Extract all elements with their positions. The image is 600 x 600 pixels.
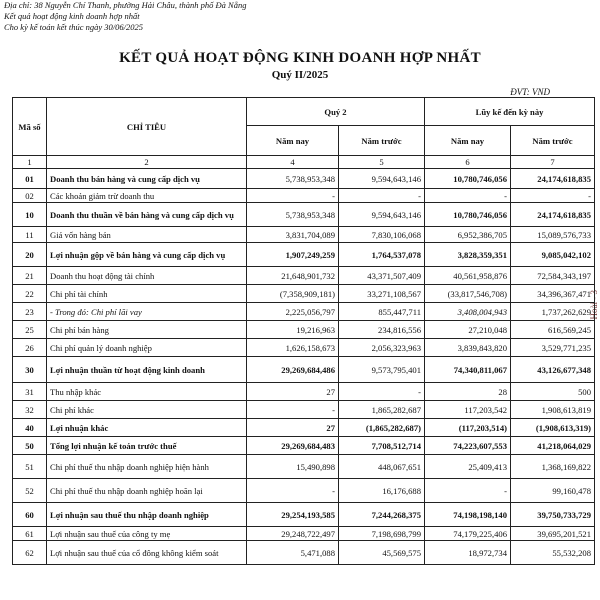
cell-ytd-last-year: 1,737,262,629 [511,303,595,321]
row-label: Tổng lợi nhuận kế toán trước thuế [47,437,247,455]
col-index: 5 [339,156,425,169]
table-row [13,503,595,527]
cell-quarter-last-year: 1,764,537,078 [339,243,425,267]
cell-quarter-this-year: 15,490,898 [247,455,339,479]
row-label: Doanh thu thuần về bán hàng và cung cấp dịch vụ [47,203,247,227]
cell-ytd-this-year: (117,203,514) [425,419,511,437]
table-row [13,357,595,383]
report-title: KẾT QUẢ HOẠT ĐỘNG KINH DOANH HỢP NHẤT [119,50,481,66]
cell-quarter-last-year: 16,176,688 [339,479,425,503]
cell-ytd-last-year: 34,396,367,471 [511,285,595,303]
cell-quarter-this-year: 5,471,088 [247,541,339,565]
cell-ytd-last-year: 500 [511,383,595,401]
cell-ytd-last-year: 24,174,618,835 [511,203,595,227]
cell-quarter-this-year: 27 [247,383,339,401]
table-row [13,401,595,419]
row-code: 40 [13,419,47,437]
cell-quarter-last-year: 2,056,323,963 [339,339,425,357]
row-code: 61 [13,527,47,541]
cell-quarter-last-year: 1,865,282,687 [339,401,425,419]
table-row [13,227,595,243]
cell-ytd-this-year: 74,340,811,067 [425,357,511,383]
cell-ytd-last-year: 15,089,576,733 [511,227,595,243]
currency-unit: ĐVT: VND [510,87,550,97]
cell-quarter-this-year: 1,626,158,673 [247,339,339,357]
cell-quarter-last-year: 9,594,643,146 [339,203,425,227]
cell-quarter-last-year: 7,244,268,375 [339,503,425,527]
cell-quarter-last-year: 9,594,643,146 [339,169,425,189]
cell-quarter-last-year: (1,865,282,687) [339,419,425,437]
cell-ytd-this-year: 74,198,198,140 [425,503,511,527]
cell-quarter-last-year: 7,708,512,714 [339,437,425,455]
cell-ytd-this-year: 28 [425,383,511,401]
row-label: Chi phí thuế thu nhập doanh nghiệp hiện hành [47,455,247,479]
cell-quarter-last-year: 234,816,556 [339,321,425,339]
cell-quarter-last-year: - [339,383,425,401]
col-index: 2 [47,156,247,169]
cell-quarter-this-year: - [247,401,339,419]
row-code: 31 [13,383,47,401]
cell-ytd-this-year: 3,408,004,943 [425,303,511,321]
cell-ytd-last-year: 1,908,613,819 [511,401,595,419]
cell-quarter-last-year: 855,447,711 [339,303,425,321]
cell-ytd-this-year: 10,780,746,056 [425,203,511,227]
cell-ytd-this-year: 27,210,048 [425,321,511,339]
row-label: Lợi nhuận sau thuế của công ty mẹ [47,527,247,541]
row-code: 50 [13,437,47,455]
cell-ytd-last-year: 24,174,618,835 [511,169,595,189]
cell-ytd-last-year: 55,532,208 [511,541,595,565]
cell-ytd-this-year: 117,203,542 [425,401,511,419]
col-header-ytd-this-year: Năm nay [425,126,511,156]
cell-ytd-this-year: 25,409,413 [425,455,511,479]
row-label: Thu nhập khác [47,383,247,401]
cell-quarter-this-year: 1,907,249,259 [247,243,339,267]
table-row [13,541,595,565]
cell-ytd-this-year: 40,561,958,876 [425,267,511,285]
cell-ytd-last-year: - [511,189,595,203]
cell-ytd-this-year: - [425,479,511,503]
reporting-period: Cho kỳ kế toán kết thúc ngày 30/06/2025 [4,22,144,32]
row-label: Lợi nhuận khác [47,419,247,437]
cell-ytd-last-year: 9,085,042,102 [511,243,595,267]
row-code: 25 [13,321,47,339]
row-label: Chi phí tài chính [47,285,247,303]
cell-ytd-last-year: 1,368,169,822 [511,455,595,479]
statement-name: Kết quả hoạt động kinh doanh hợp nhất [4,11,140,21]
row-code: 11 [13,227,47,243]
cell-quarter-this-year: 29,248,722,497 [247,527,339,541]
cell-ytd-last-year: 43,126,677,348 [511,357,595,383]
handwritten-margin-note: Hoài - 3 [589,290,599,320]
cell-quarter-this-year: 3,831,704,089 [247,227,339,243]
table-row [13,479,595,503]
row-code: 20 [13,243,47,267]
cell-ytd-this-year: (33,817,546,708) [425,285,511,303]
row-code: 60 [13,503,47,527]
row-label: Chi phí thuế thu nhập doanh nghiệp hoãn lại [47,479,247,503]
row-label: Giá vốn hàng bán [47,227,247,243]
row-label: Lợi nhuận sau thuế thu nhập doanh nghiệp [47,503,247,527]
row-label: Chi phí bán hàng [47,321,247,339]
row-label: Chi phí khác [47,401,247,419]
row-code: 01 [13,169,47,189]
table-row [13,339,595,357]
cell-quarter-this-year: 2,225,056,797 [247,303,339,321]
row-label: Doanh thu bán hàng và cung cấp dịch vụ [47,169,247,189]
row-label: Lợi nhuận gộp về bán hàng và cung cấp dịch vụ [47,243,247,267]
cell-ytd-last-year: 99,160,478 [511,479,595,503]
table-row [13,285,595,303]
table-row [13,169,595,189]
cell-quarter-this-year: 19,216,963 [247,321,339,339]
row-label: Lợi nhuận thuần từ hoạt động kinh doanh [47,357,247,383]
row-code: 02 [13,189,47,203]
row-code: 10 [13,203,47,227]
cell-ytd-this-year: 10,780,746,056 [425,169,511,189]
table-row [13,189,595,203]
income-statement-table [12,97,595,565]
cell-quarter-last-year: 9,573,795,401 [339,357,425,383]
company-address: Địa chỉ: 38 Nguyễn Chí Thanh, phường Hải Châu, thành phố Đà Nẵng [4,0,247,10]
cell-ytd-last-year: 41,218,064,029 [511,437,595,455]
cell-ytd-this-year: 74,179,225,406 [425,527,511,541]
cell-quarter-this-year: 5,738,953,348 [247,203,339,227]
table-row [13,383,595,401]
row-code: 51 [13,455,47,479]
cell-quarter-last-year: 43,371,507,409 [339,267,425,285]
row-label: Lợi nhuận sau thuế của cổ đông không kiểm soát [47,541,247,565]
col-index: 4 [247,156,339,169]
row-code: 26 [13,339,47,357]
cell-ytd-last-year: 72,584,343,197 [511,267,595,285]
row-code: 62 [13,541,47,565]
cell-quarter-last-year: 448,067,651 [339,455,425,479]
table-row [13,455,595,479]
cell-quarter-this-year: 5,738,953,348 [247,169,339,189]
col-header-quarter: Quý 2 [247,98,425,126]
cell-quarter-last-year: - [339,189,425,203]
cell-quarter-this-year: 27 [247,419,339,437]
cell-ytd-this-year: - [425,189,511,203]
row-code: 32 [13,401,47,419]
cell-quarter-last-year: 7,830,106,068 [339,227,425,243]
col-index: 6 [425,156,511,169]
col-header-code: Mã số [13,98,47,156]
row-label: Doanh thu hoạt động tài chính [47,267,247,285]
document-header [4,0,246,33]
table-row [13,437,595,455]
cell-ytd-last-year: 616,569,245 [511,321,595,339]
cell-ytd-this-year: 3,839,843,820 [425,339,511,357]
cell-quarter-last-year: 7,198,698,799 [339,527,425,541]
cell-quarter-this-year: 21,648,901,732 [247,267,339,285]
cell-ytd-last-year: 39,750,733,729 [511,503,595,527]
cell-quarter-last-year: 45,569,575 [339,541,425,565]
cell-quarter-this-year: 29,254,193,585 [247,503,339,527]
cell-ytd-this-year: 3,828,359,351 [425,243,511,267]
row-code: 52 [13,479,47,503]
table-row [13,321,595,339]
row-code: 22 [13,285,47,303]
cell-quarter-this-year: 29,269,684,486 [247,357,339,383]
cell-ytd-last-year: 3,529,771,235 [511,339,595,357]
col-index: 7 [511,156,595,169]
col-header-last-year: Năm trước [339,126,425,156]
table-row [13,267,595,285]
col-header-this-year: Năm nay [247,126,339,156]
row-code: 30 [13,357,47,383]
row-label: Các khoản giảm trừ doanh thu [47,189,247,203]
row-code: 23 [13,303,47,321]
cell-ytd-this-year: 18,972,734 [425,541,511,565]
row-code: 21 [13,267,47,285]
table-row [13,419,595,437]
cell-ytd-last-year: 39,695,201,521 [511,527,595,541]
table-row [13,527,595,541]
cell-ytd-this-year: 6,952,386,705 [425,227,511,243]
report-subtitle: Quý II/2025 [271,69,329,81]
table-row [13,243,595,267]
row-label: Chi phí quản lý doanh nghiệp [47,339,247,357]
col-index: 1 [13,156,47,169]
table-row [13,303,595,321]
cell-quarter-this-year: (7,358,909,181) [247,285,339,303]
table-row [13,203,595,227]
cell-ytd-this-year: 74,223,607,553 [425,437,511,455]
cell-ytd-last-year: (1,908,613,319) [511,419,595,437]
cell-quarter-last-year: 33,271,108,567 [339,285,425,303]
cell-quarter-this-year: - [247,189,339,203]
col-header-ytd-last-year: Năm trước [511,126,595,156]
cell-quarter-this-year: - [247,479,339,503]
row-label: - Trong đó: Chi phí lãi vay [47,303,247,321]
col-header-ytd: Lũy kế đến kỳ này [425,98,595,126]
cell-quarter-this-year: 29,269,684,483 [247,437,339,455]
col-header-item: CHỈ TIÊU [47,98,247,156]
